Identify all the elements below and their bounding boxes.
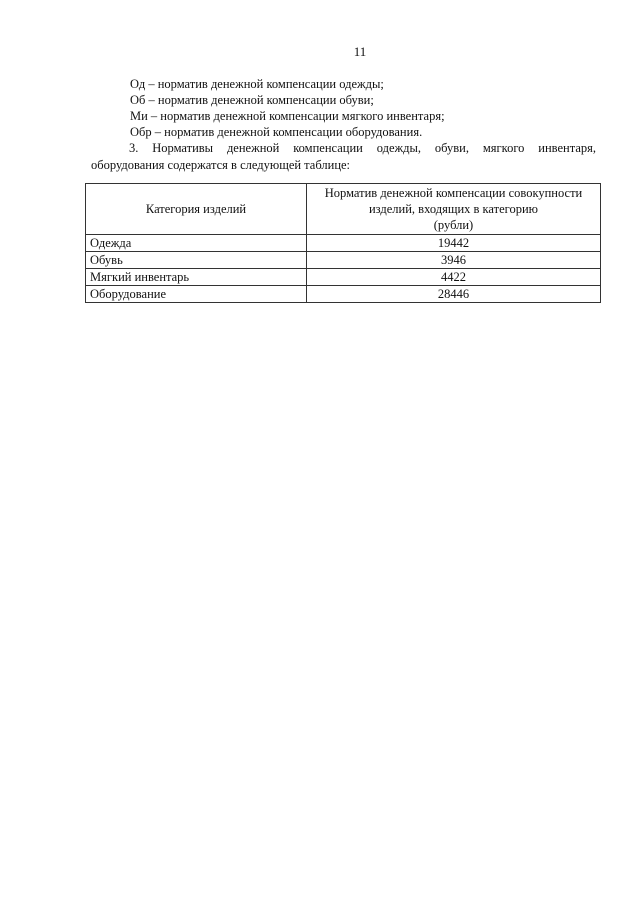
- table-row: [86, 235, 601, 252]
- norms-table: [85, 183, 601, 303]
- paragraph-line-2: оборудования содержатся в следующей таблице:: [91, 158, 351, 172]
- row-value: 19442: [307, 235, 601, 252]
- header-norm-line: (рубли): [433, 218, 474, 232]
- header-norm-line: изделий, входящих в категорию: [368, 202, 539, 216]
- paragraph-line-1: 3. Нормативы денежной компенсации одежды, обуви, мягкого инвентаря,: [129, 141, 596, 155]
- definition-equipment: Обр – норматив денежной компенсации оборудования.: [130, 125, 423, 139]
- paragraph-3: [91, 140, 596, 174]
- header-norm-line: Норматив денежной компенсации совокупности: [324, 186, 583, 200]
- row-category: Оборудование: [86, 286, 307, 303]
- row-value: 4422: [307, 269, 601, 286]
- definition-soft-inventory: Ми – норматив денежной компенсации мягкого инвентаря;: [130, 109, 445, 123]
- definition-footwear: Об – норматив денежной компенсации обуви;: [130, 93, 374, 107]
- header-norm: [307, 184, 601, 235]
- table-row: [86, 252, 601, 269]
- page-number: 11: [353, 44, 367, 59]
- row-category: Обувь: [86, 252, 307, 269]
- table-row: [86, 269, 601, 286]
- definition-clothing: Од – норматив денежной компенсации одежды;: [130, 77, 384, 91]
- row-category: Одежда: [86, 235, 307, 252]
- table-row: [86, 286, 601, 303]
- header-category: Категория изделий: [86, 184, 307, 235]
- row-value: 28446: [307, 286, 601, 303]
- table-header-row: [86, 184, 601, 235]
- row-value: 3946: [307, 252, 601, 269]
- row-category: Мягкий инвентарь: [86, 269, 307, 286]
